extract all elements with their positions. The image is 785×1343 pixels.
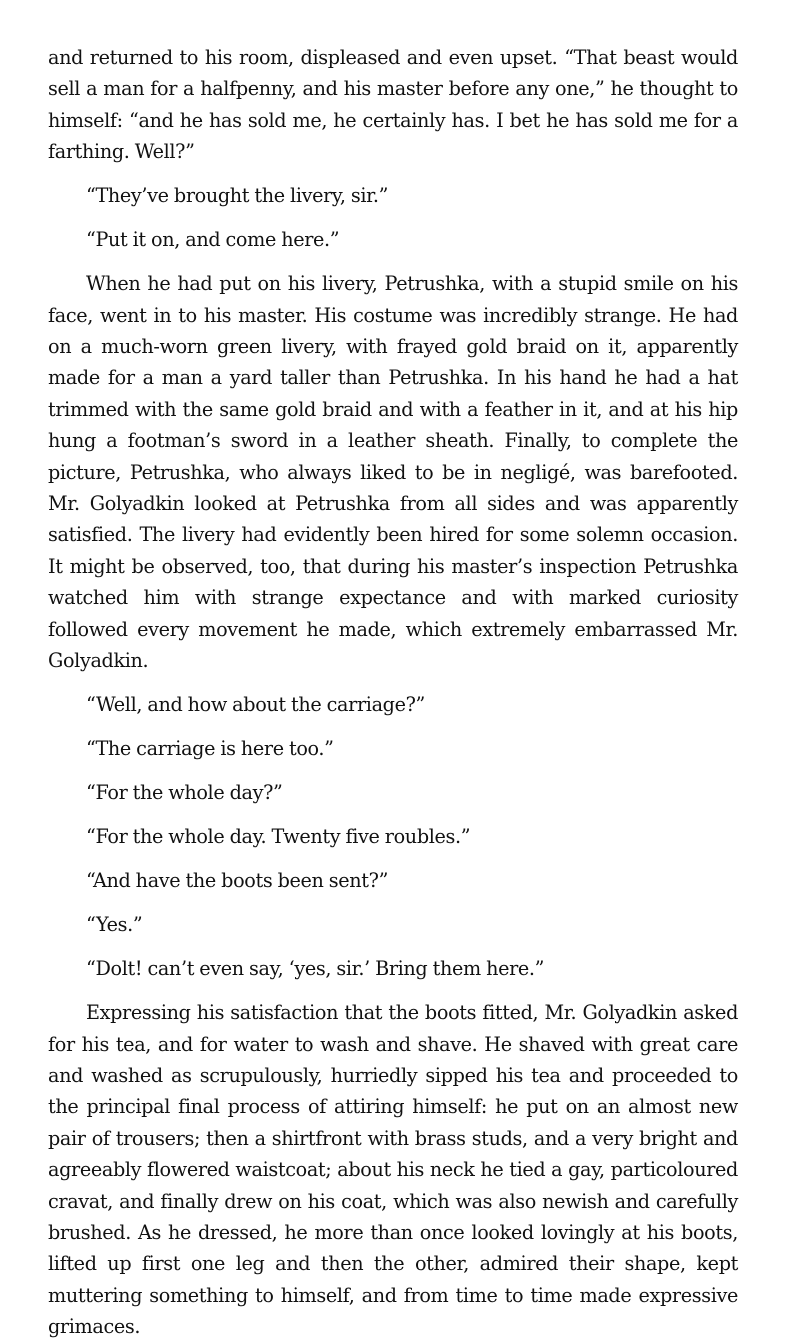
paragraph-dialogue-boots: “And have the boots been sent?” [86,869,389,893]
paragraph-dialogue-livery: “They’ve brought the livery, sir.” [86,184,389,208]
page-text [48,42,738,1343]
paragraph-continuation: and returned to his room, displeased and even upset. “That beast would sell a man for a halfpenny, and his master before any one,” he thought to himself: “and he has sold me, he certainly has. I bet he has sold me for a farthing. Well?” [48,46,738,164]
paragraph-dialogue-dolt: “Dolt! can’t even say, ‘yes, sir.’ Bring them here.” [86,957,545,981]
paragraph-dialogue-carriage: “Well, and how about the carriage?” [86,693,425,717]
paragraph-dialogue-put-on: “Put it on, and come here.” [86,228,340,252]
paragraph-dialogue-roubles: “For the whole day. Twenty five roubles.” [86,825,471,849]
paragraph-dialogue-whole-day: “For the whole day?” [86,781,283,805]
paragraph-dressing: Expressing his satisfaction that the boots fitted, Mr. Golyadkin asked for his tea, and for water to wash and shave. He shaved with great care and washed as scrupulously, hurriedly sipped his tea and proceeded to the principal final process of attiring himself: he put on an almost new pair of trousers; then a shirtfront with brass studs, and a very bright and agreeably flowered waistcoat; about his neck he tied a gay, particoloured cravat, and finally drew on his coat, which was also newish and carefully brushed. As he dressed, he more than once looked lovingly at his boots, lifted up first one leg and then the other, admired their shape, kept muttering something to himself, and from time to time made expressive grimaces. [48,1001,738,1339]
paragraph-dialogue-carriage-here: “The carriage is here too.” [86,737,334,761]
paragraph-dialogue-yes: “Yes.” [86,913,143,937]
paragraph-petrushka-costume: When he had put on his livery, Petrushka, with a stupid smile on his face, went in to his master. His costume was incredibly strange. He had on a much-worn green livery, with frayed gold braid on it, apparently made for a man a yard taller than Petrushka. In his hand he had a hat trimmed with the same gold braid and with a feather in it, and at his hip hung a footman’s sword in a leather sheath. Finally, to complete the picture, Petrushka, who always liked to be in negligé, was barefooted. Mr. Golyadkin looked at Petrushka from all sides and was apparently satisfied. The livery had evidently been hired for some solemn occasion. It might be observed, too, that during his master’s inspection Petrushka watched him with strange expectance and with marked curiosity followed every movement he made, which extremely embarrassed Mr. Golyadkin. [48,272,738,673]
